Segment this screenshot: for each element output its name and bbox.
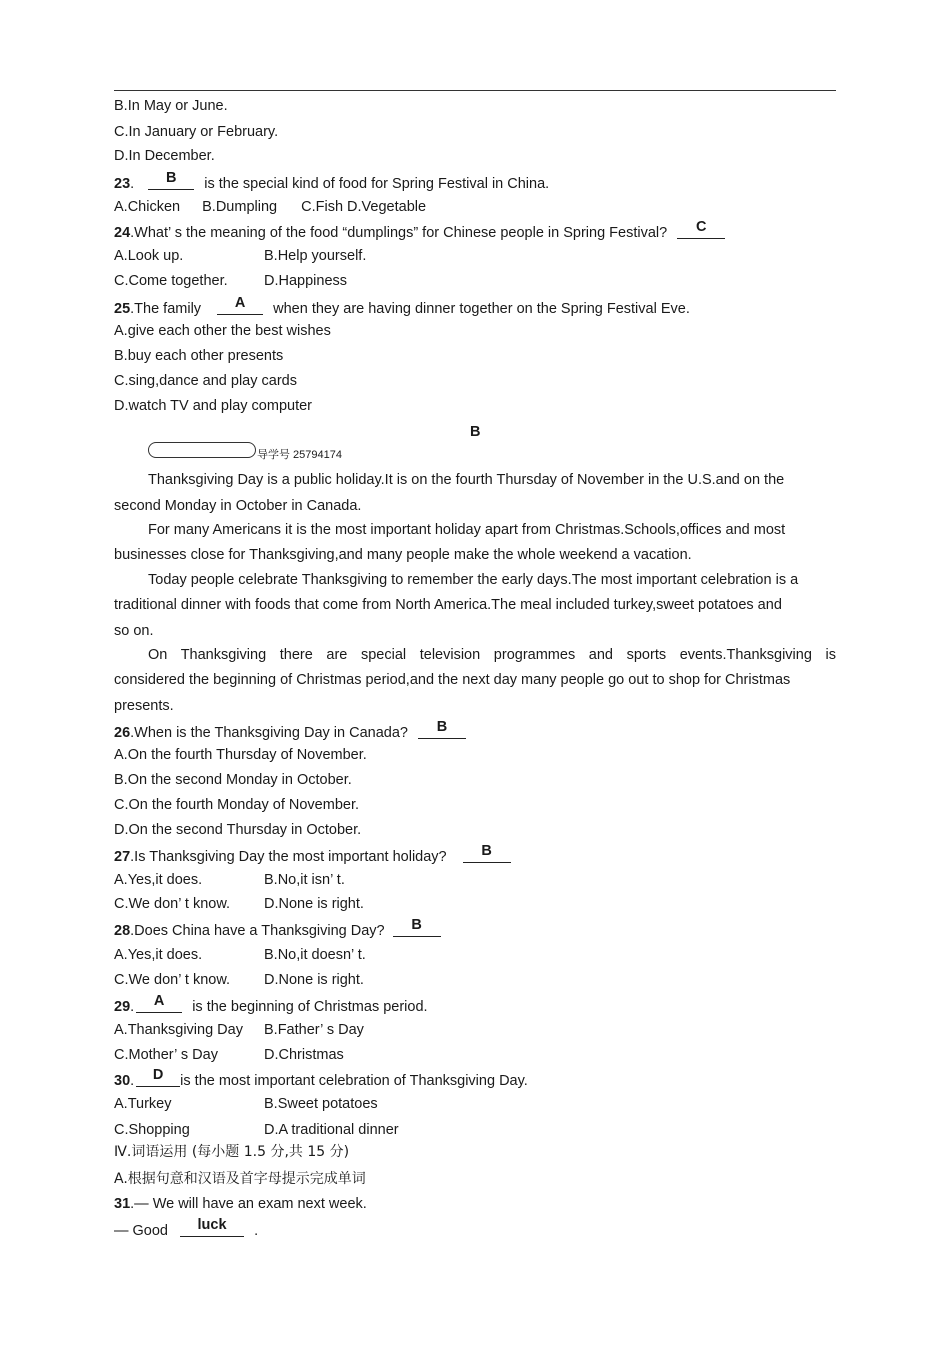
question-text: when they are having dinner together on the Spring Festival Eve. <box>273 301 690 317</box>
question-25: 25.The family A when they are having dinner together on the Spring Festival Eve. <box>114 295 690 317</box>
question-text: Is Thanksgiving Day the most important holiday? <box>134 849 447 865</box>
passage-line: presents. <box>114 698 174 714</box>
option: A.On the fourth Thursday of November. <box>114 747 367 763</box>
answer: A <box>153 993 165 1009</box>
section-b-label: B <box>470 424 481 440</box>
option: C.We don’ t know. <box>114 972 231 988</box>
response-text: — Good <box>114 1223 168 1239</box>
option: D.On the second Thursday in October. <box>114 822 362 838</box>
question-29: 29. A is the beginning of Christmas period. <box>114 993 428 1015</box>
option: A.Yes,it does. <box>114 947 203 963</box>
question-text: When is the Thanksgiving Day in Canada? <box>134 725 408 741</box>
question-24: 24.What’ s the meaning of the food “dumplings” for Chinese people in Spring Festival? C <box>114 222 725 242</box>
answer: B <box>481 843 492 859</box>
answer-blank[interactable] <box>136 1067 180 1087</box>
question-number: 29 <box>114 999 131 1015</box>
section-4-title: Ⅳ.词语运用 (每小题 1.5 分,共 15 分) <box>114 1144 350 1160</box>
option: B.Father’ s Day <box>264 1022 364 1038</box>
option: B.Dumpling <box>202 199 278 215</box>
question-number: 28 <box>114 923 131 939</box>
passage-line: businesses close for Thanksgiving,and many people make the whole weekend a vacation. <box>114 547 692 563</box>
option: C.Come together. <box>114 273 228 289</box>
option: A.Chicken <box>114 199 181 215</box>
passage-line: For many Americans it is the most important holiday apart from Christmas.Schools,offices and most <box>148 522 786 538</box>
option: D.Happiness <box>264 273 348 289</box>
passage-line: second Monday in October in Canada. <box>114 498 362 514</box>
option: D.In December. <box>114 148 215 164</box>
option: B.No,it isn’ t. <box>264 872 345 888</box>
option: D.watch TV and play computer <box>114 398 312 414</box>
question-number: 26 <box>114 725 131 741</box>
option: D.None is right. <box>264 896 364 912</box>
option: B.On the second Monday in October. <box>114 772 352 788</box>
option: D.Christmas <box>264 1047 344 1063</box>
option: B.Sweet potatoes <box>264 1096 378 1112</box>
answer: D <box>152 1067 164 1083</box>
question-number: 30 <box>114 1073 131 1089</box>
answer-blank[interactable] <box>393 917 441 937</box>
passage-line: so on. <box>114 623 154 639</box>
option: C.On the fourth Monday of November. <box>114 797 360 813</box>
option: D.None is right. <box>264 972 364 988</box>
question-31 <box>114 1195 367 1213</box>
answer-blank[interactable] <box>677 219 725 239</box>
option: B.Help yourself. <box>264 248 367 264</box>
answer-blank[interactable] <box>180 1217 244 1237</box>
answer-blank[interactable] <box>148 170 194 190</box>
question-27: 27.Is Thanksgiving Day the most important holiday? B <box>114 846 511 866</box>
answer-blank[interactable] <box>217 295 263 315</box>
option: D.A traditional dinner <box>264 1122 399 1138</box>
option: A.Yes,it does. <box>114 872 203 888</box>
daoxue-badge <box>148 442 256 458</box>
passage-line: traditional dinner with foods that come from North America.The meal included turkey,sweet potatoes and <box>114 597 782 613</box>
answer-blank[interactable] <box>136 993 182 1013</box>
question-text: Does China have a Thanksgiving Day? <box>134 923 385 939</box>
option: B.buy each other presents <box>114 348 284 364</box>
question-26: 26.When is the Thanksgiving Day in Canada? B <box>114 722 466 742</box>
question-number: 27 <box>114 849 131 865</box>
answer-blank[interactable] <box>463 843 511 863</box>
question-text: The family <box>134 301 202 317</box>
answer: B <box>411 917 422 933</box>
option: A.Turkey <box>114 1096 172 1112</box>
option: B.No,it doesn’ t. <box>264 947 366 963</box>
option: C.sing,dance and play cards <box>114 373 297 389</box>
question-text: is the most important celebration of Thanksgiving Day. <box>180 1073 528 1089</box>
passage-line: considered the beginning of Christmas period,and the next day many people go out to shop for Christmas <box>114 672 791 688</box>
answer-blank[interactable] <box>418 719 466 739</box>
question-number: 23 <box>114 176 131 192</box>
option-row <box>114 198 426 216</box>
answer: luck <box>197 1217 227 1233</box>
option: C.Fish D.Vegetable <box>301 199 427 215</box>
question-text: is the beginning of Christmas period. <box>192 999 428 1015</box>
answer: B <box>436 719 448 735</box>
option: B.In May or June. <box>114 98 228 114</box>
question-text: .— We will have an exam next week. <box>130 1196 367 1212</box>
option: C.Shopping <box>114 1122 190 1138</box>
question-text: What’ s the meaning of the food “dumplings” for Chinese people in Spring Festival? <box>134 225 668 241</box>
question-28: 28.Does China have a Thanksgiving Day? B <box>114 920 441 940</box>
option: C.In January or February. <box>114 124 279 140</box>
option: C.We don’ t know. <box>114 896 231 912</box>
passage-line: Today people celebrate Thanksgiving to remember the early days.The most important celebration is a <box>148 572 799 588</box>
question-23: 23. B is the special kind of food for Spring Festival in China. <box>114 170 550 192</box>
section-4a-instructions: A.根据句意和汉语及首字母提示完成单词 <box>114 1171 366 1187</box>
option: A.give each other the best wishes <box>114 323 331 339</box>
daoxue-number: 导学号 25794174 <box>257 449 342 461</box>
question-30: 30. D is the most important celebration of Thanksgiving Day. <box>114 1067 528 1089</box>
option: A.Look up. <box>114 248 184 264</box>
question-31-response <box>114 1217 259 1240</box>
passage-line: On Thanksgiving there are special television programmes and sports events.Thanksgiving is <box>148 647 836 663</box>
answer: B <box>165 170 177 186</box>
question-text: is the special kind of food for Spring Festival in China. <box>204 176 550 192</box>
question-number: 24 <box>114 225 131 241</box>
question-number: 25 <box>114 301 131 317</box>
answer: A <box>234 295 246 311</box>
answer: C <box>695 219 707 235</box>
header-rule <box>114 90 836 91</box>
sentence-end: . <box>254 1223 259 1239</box>
option: C.Mother’ s Day <box>114 1047 218 1063</box>
option: A.Thanksgiving Day <box>114 1022 243 1038</box>
passage-line: Thanksgiving Day is a public holiday.It is on the fourth Thursday of November in the U.S.and on the <box>148 472 785 488</box>
question-number: 31 <box>114 1196 131 1212</box>
